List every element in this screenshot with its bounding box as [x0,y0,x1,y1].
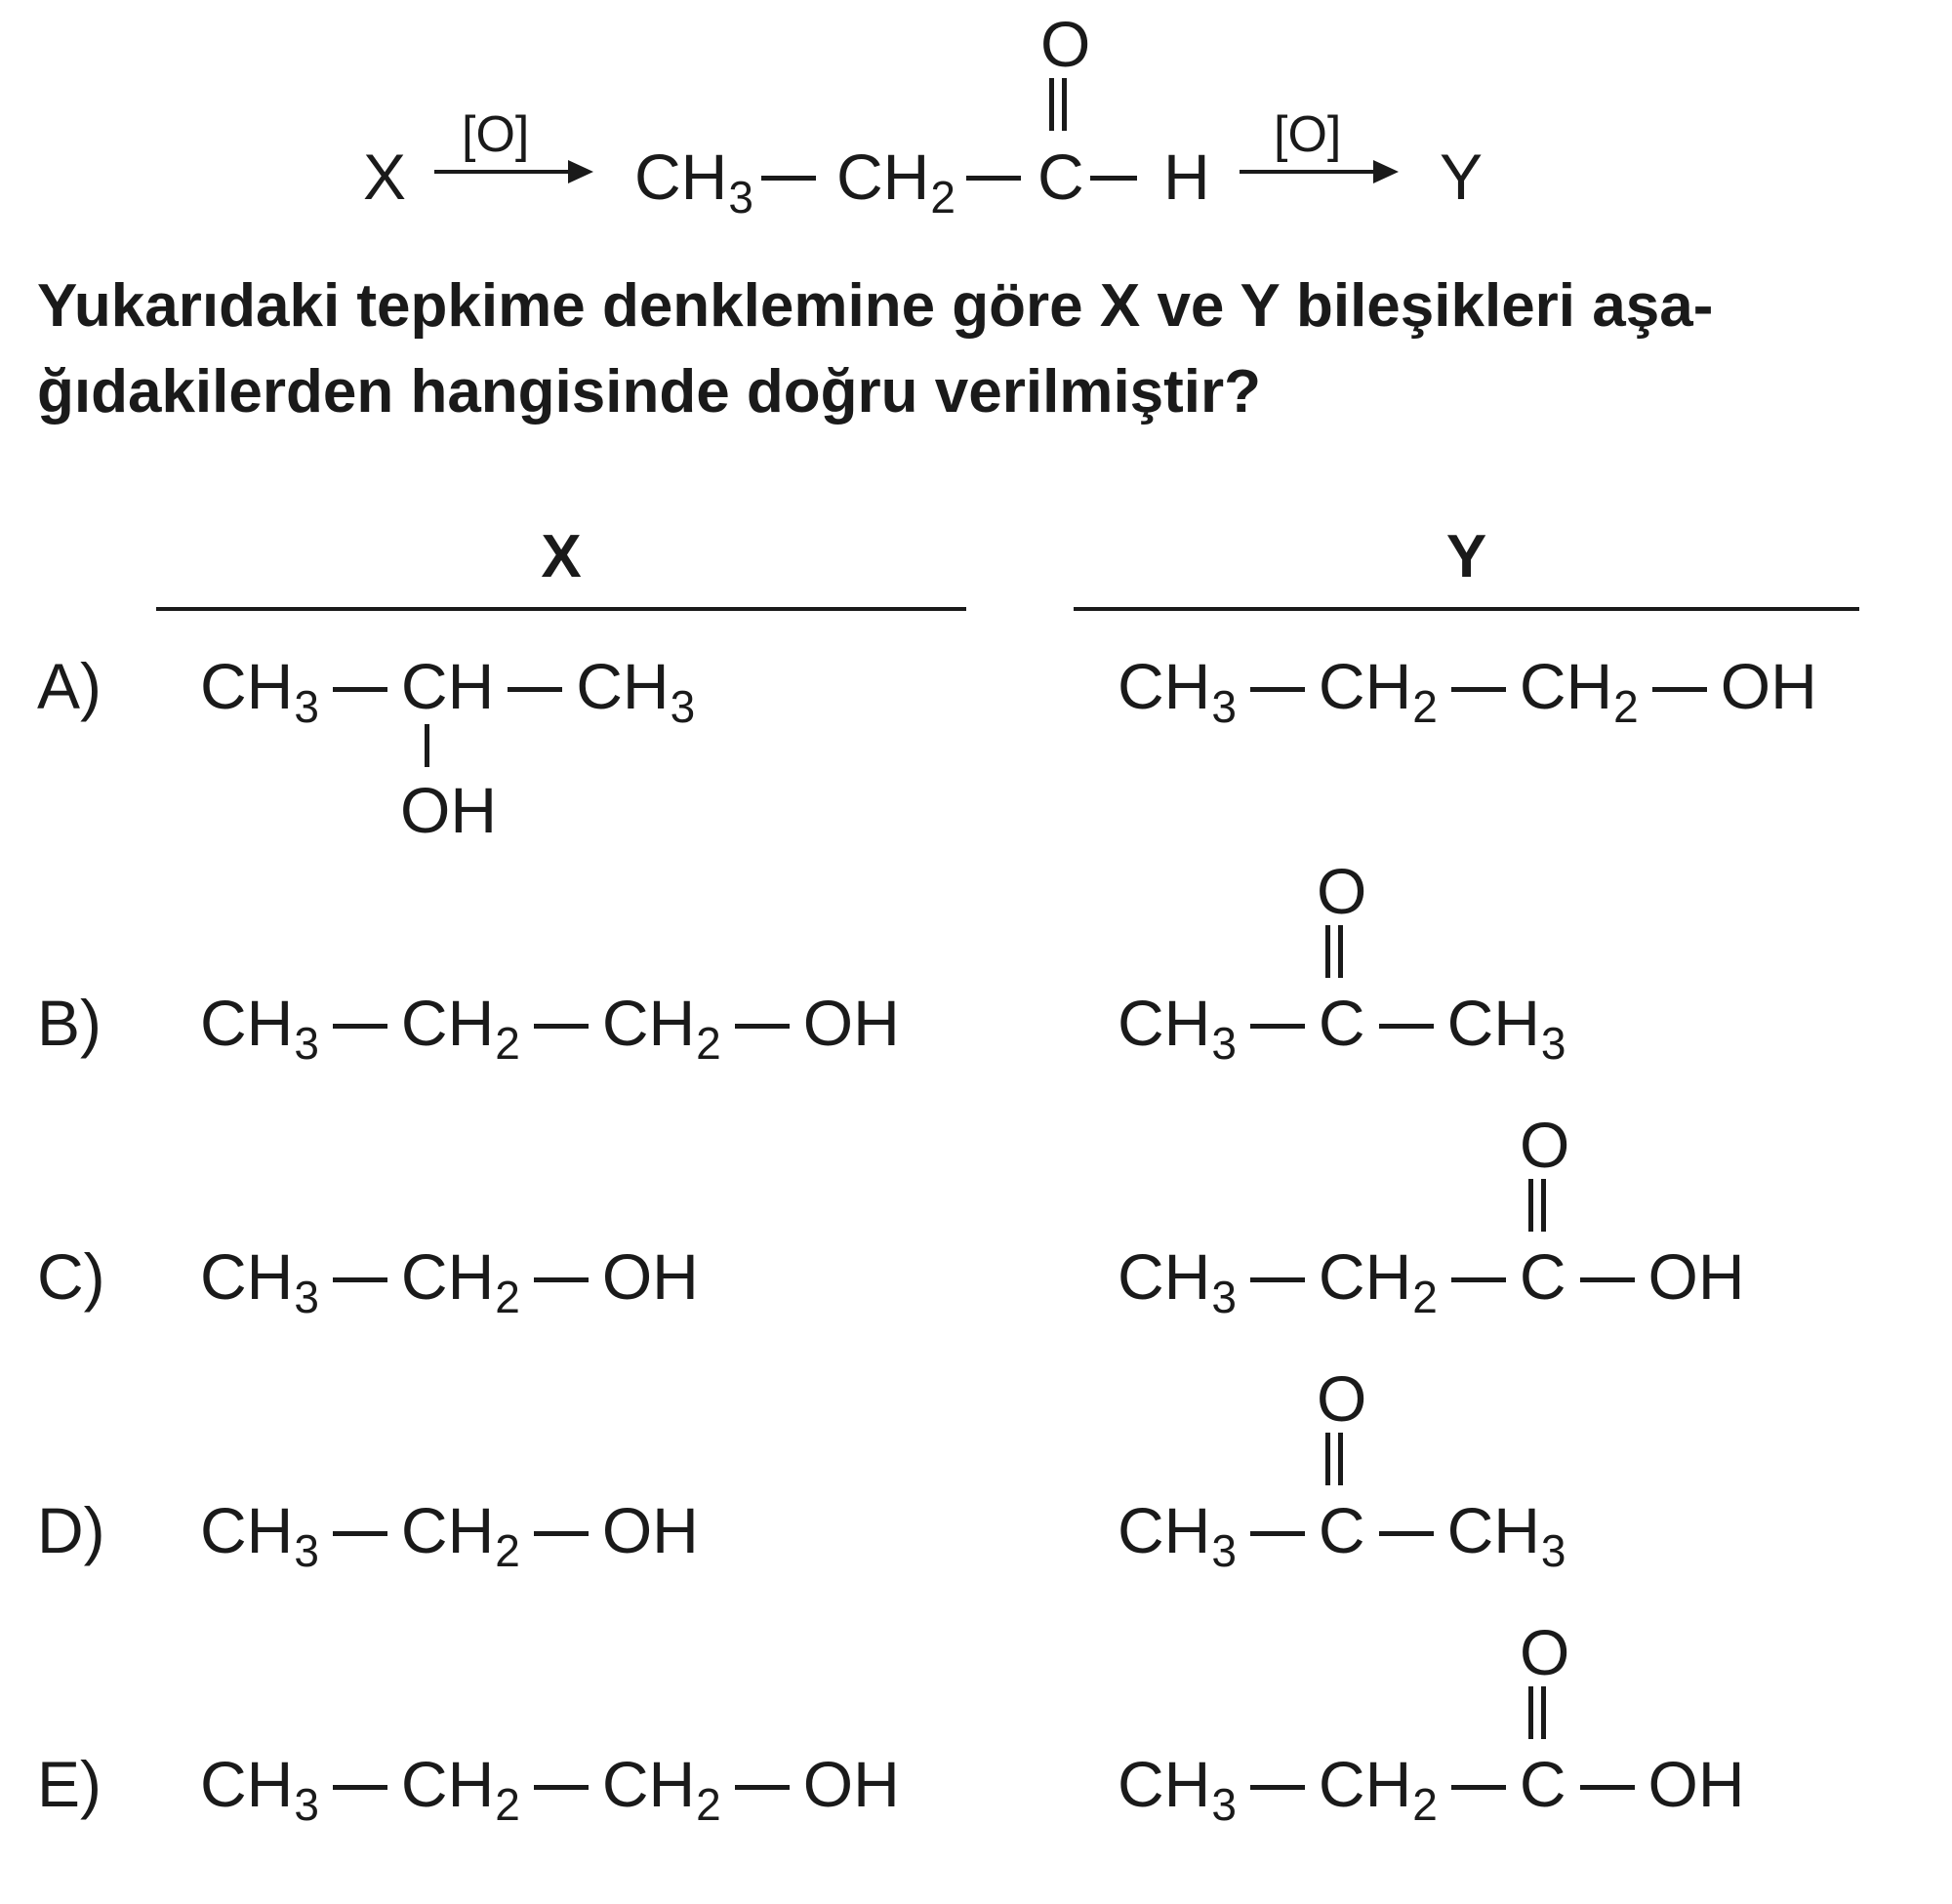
atom-text: OH [1647,1748,1745,1820]
atom-text: CH [601,1748,696,1820]
atom-text: CH [1118,987,1211,1059]
atom-text: 2 [1412,1779,1438,1830]
formula-x [200,1748,900,1830]
bond [508,687,562,692]
formula-y [1118,1240,1745,1322]
bond [333,1277,387,1282]
option-label: B) [37,987,102,1059]
bond [1250,1785,1305,1790]
atom-text: 3 [294,1272,319,1322]
atom-text: 3 [1211,681,1237,732]
option-label: A) [37,650,102,722]
oxidant-label-1: [O] [462,106,530,163]
bond [1250,687,1305,692]
atom-text: 3 [1540,1018,1566,1069]
reaction-arrow-1 [434,170,571,174]
atom-text: 3 [670,681,696,732]
branch-oh: OH [400,774,497,846]
atom-text: 2 [495,1272,520,1322]
atom-text: CH [400,1748,495,1820]
option-d[interactable] [0,1362,1952,1581]
atom-text: CH [1118,1240,1211,1313]
intermediate-c: C [1037,141,1084,213]
bond [761,176,816,181]
bond [735,1785,790,1790]
bond [1250,1024,1305,1029]
atom-text: CH [200,1494,294,1566]
atom-text: CH [1118,650,1211,722]
bond [333,1024,387,1029]
bond [1451,1277,1506,1282]
double-bond [1049,78,1067,131]
atom-text: CH [1446,1494,1540,1566]
formula-x [200,650,696,732]
atom-text: C [1519,1240,1566,1313]
atom-text: 3 [294,681,319,732]
question-text [37,263,1713,435]
atom-text: CH [200,1748,294,1820]
bond [333,687,387,692]
formula-y [1118,987,1566,1069]
atom-text: 3 [728,172,753,223]
bond [735,1024,790,1029]
atom-text: 3 [1211,1272,1237,1322]
bond [1451,1785,1506,1790]
bond [1580,1277,1635,1282]
bond [333,1785,387,1790]
atom-text: CH [634,141,728,213]
bond [1250,1277,1305,1282]
atom-text: CH [400,987,495,1059]
atom-text: CH [576,650,670,722]
atom-text: OH [1720,650,1817,722]
option-e[interactable] [0,1616,1952,1854]
oxidant-label-2: [O] [1274,106,1342,163]
atom-text: 2 [1412,681,1438,732]
reactant-x: X [363,141,407,213]
header-rule-y [1074,607,1859,611]
atom-text: C [1318,987,1365,1059]
option-label: C) [37,1240,105,1313]
atom-text: 3 [1211,1525,1237,1576]
atom-text: 2 [1412,1272,1438,1322]
reaction-equation [0,0,1952,254]
atom-text: CH [200,650,294,722]
atom-text: CH [400,650,495,722]
question-line-2: ğıdakilerden hangisinde doğru verilmiştir? [37,358,1262,425]
carbonyl-o: O [1520,1109,1570,1181]
atom-text: OH [601,1240,699,1313]
double-bond [1528,1686,1546,1739]
reaction-arrow-2 [1240,170,1376,174]
option-label: D) [37,1494,105,1566]
bond [1580,1785,1635,1790]
intermediate-ch3 [634,141,753,223]
atom-text: OH [601,1494,699,1566]
bond [1379,1531,1434,1536]
double-bond [1325,1433,1343,1485]
atom-text: 2 [930,172,956,223]
formula-y [1118,650,1817,732]
formula-y [1118,1748,1745,1830]
carbonyl-o: O [1317,855,1367,927]
column-header-y: Y [1445,523,1487,590]
formula-x [200,1494,699,1576]
option-a[interactable] [0,644,1952,849]
header-rule-x [156,607,966,611]
bond [534,1277,589,1282]
atom-text: 2 [495,1779,520,1830]
intermediate-ch2 [836,141,956,223]
atom-text: CH [1318,650,1412,722]
product-y: Y [1440,141,1484,213]
arrow-head-1-icon [568,160,593,183]
atom-text: OH [1647,1240,1745,1313]
question-line-1: Yukarıdaki tepkime denklemine göre X ve Y bileşikleri aşa- [37,272,1714,340]
option-label: E) [37,1748,102,1820]
atom-text: 2 [495,1018,520,1069]
atom-text: OH [802,1748,900,1820]
formula-x [200,1240,699,1322]
atom-text: CH [1118,1748,1211,1820]
carbonyl-o: O [1520,1616,1570,1688]
atom-text: 3 [294,1525,319,1576]
atom-text: CH [400,1240,495,1313]
atom-text: CH [601,987,696,1059]
intermediate-o: O [1040,8,1091,80]
atom-text: C [1519,1748,1566,1820]
double-bond [1528,1179,1546,1232]
atom-text: 2 [696,1018,721,1069]
intermediate-h: H [1163,141,1210,213]
atom-text: 3 [294,1018,319,1069]
double-bond [1325,925,1343,978]
atom-text: CH [400,1494,495,1566]
atom-text: CH [1118,1494,1211,1566]
carbonyl-o: O [1317,1362,1367,1435]
formula-y [1118,1494,1566,1576]
column-header-x: X [541,523,582,590]
atom-text: CH [836,141,930,213]
atom-text: 2 [1613,681,1639,732]
atom-text: OH [802,987,900,1059]
bond [1090,176,1137,181]
single-bond [425,724,429,767]
option-b[interactable] [0,855,1952,1074]
atom-text: 2 [495,1525,520,1576]
arrow-head-2-icon [1373,160,1399,183]
bond [333,1531,387,1536]
bond [534,1531,589,1536]
atom-text: CH [1318,1748,1412,1820]
atom-text: CH [200,987,294,1059]
atom-text: CH [1446,987,1540,1059]
formula-x [200,987,900,1069]
atom-text: 3 [1211,1018,1237,1069]
atom-text: CH [1318,1240,1412,1313]
atom-text: CH [1519,650,1613,722]
bond [1451,687,1506,692]
bond [1652,687,1707,692]
atom-text: C [1318,1494,1365,1566]
bond [1379,1024,1434,1029]
bond [1250,1531,1305,1536]
atom-text: 2 [696,1779,721,1830]
bond [534,1785,589,1790]
atom-text: 3 [294,1779,319,1830]
bond [534,1024,589,1029]
atom-text: 3 [1211,1779,1237,1830]
option-c[interactable] [0,1109,1952,1327]
atom-text: CH [200,1240,294,1313]
atom-text: 3 [1540,1525,1566,1576]
bond [966,176,1021,181]
